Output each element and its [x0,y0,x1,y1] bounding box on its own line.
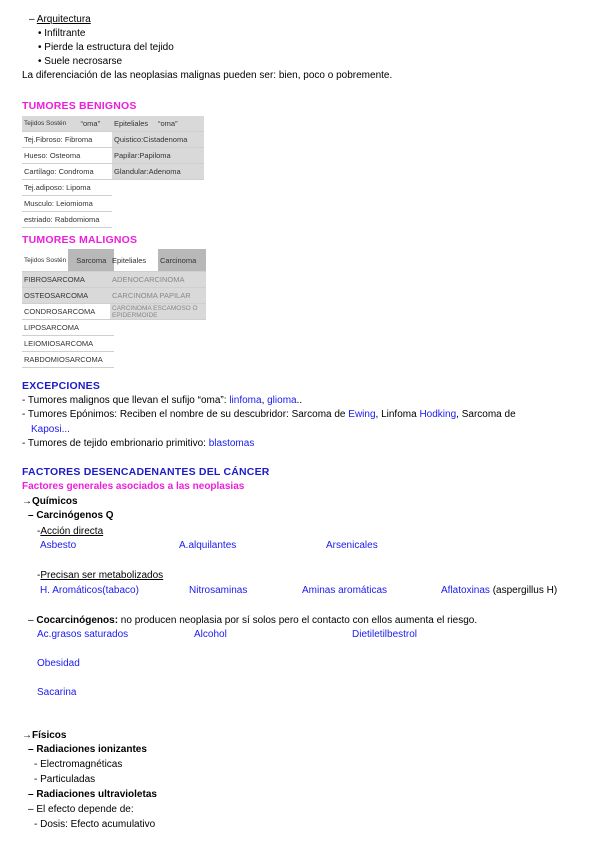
text-segment: , Sarcoma de [456,409,516,420]
table-header-cell: Tejidos Sostén [22,116,68,132]
table-cell: CARCINOMA PAPILAR [110,288,206,304]
text-segment: .. [296,395,303,406]
term-link: Aflatoxinas [441,585,490,596]
table-header-cell: “oma” [68,116,112,132]
term-link: Nitrosaminas [189,585,248,596]
term-link: H. Aromáticos(tabaco) [40,585,139,596]
list-item: - Electromagnéticas [34,759,123,770]
text-segment: - Tumores de tejido embrionario primitivo: [22,438,209,449]
table-cell: Cartílago: Condroma [22,164,112,180]
table-header-cell: Carcinoma [158,249,206,272]
list-item: - Particuladas [34,774,96,785]
factores-subtitle: Factores generales asociados a las neoplasias [22,481,245,492]
table-header-cell: “oma” [156,116,204,132]
fisicos-heading: →Físicos [22,730,67,741]
benignos-title: TUMORES BENIGNOS [22,100,137,112]
radiaciones-ionizantes-heading: – Radiaciones ionizantes [28,744,147,755]
excepciones-line-1 [22,395,302,406]
efecto-text: – El efecto depende de: [28,804,134,815]
precisan-heading: -Precisan ser metabolizados [37,570,164,581]
cocarcinogenos-label: Cocarcinógenos: [36,615,119,626]
table-cell: Papilar:Papiloma [112,148,204,164]
term-link: linfoma [229,395,262,406]
bullet-text: Infiltrante [44,28,86,39]
arquitectura-title: Arquitectura [36,14,91,25]
table-cell: ADENOCARCINOMA [110,272,206,288]
malignos-left-table [22,249,114,368]
table-cell: estriado: Rabdomioma [22,212,112,228]
precisan-label: Precisan ser metabolizados [40,570,164,581]
table-cell: Tej.adiposo: Lipoma [22,180,112,196]
table-cell: LEIOMIOSARCOMA [22,336,114,352]
arquitectura-heading: – Arquitectura [29,14,91,25]
accion-directa-heading: -Acción directa [37,526,104,537]
carcinogenos-heading: – Carcinógenos Q [28,510,114,521]
text-segment: , [261,395,268,406]
quimicos-heading: →Químicos [22,496,78,507]
bullet-item: • Pierde la estructura del tejido [38,42,174,53]
text-segment: (aspergillus H) [489,585,558,596]
term-link: blastomas [208,438,255,449]
fisicos-label: Físicos [32,730,67,741]
bullet-text: Suele necrosarse [44,56,123,67]
excepciones-line-2 [22,409,516,420]
radiaciones-ionizantes-label: Radiaciones ionizantes [36,744,147,755]
term-link: Asbesto [40,540,77,551]
dosis-text: - Dosis: Efecto acumulativo [34,819,156,830]
table-cell: Hueso: Osteoma [22,148,112,164]
aflatoxinas-line [441,585,557,596]
term-link: Aminas aromáticas [302,585,388,596]
text-segment: no producen neoplasia por sí solos pero el contacto con ellos aumenta el riesgo. [118,615,478,626]
term-link: Hodking [419,409,457,420]
malignos-right-table [110,249,206,320]
bullet-item: • Infiltrante [38,28,86,39]
term-link: Kaposi... [31,424,70,435]
malignos-title: TUMORES MALIGNOS [22,234,138,246]
table-cell: Tej.Fibroso: Fibroma [22,132,112,148]
table-cell: Quistico:Cistadenoma [112,132,204,148]
cocarcinogenos-line: – Cocarcinógenos: no producen neoplasia por sí solos pero el contacto con ellos aumenta el riesgo. [28,615,478,626]
text-segment: - Tumores malignos que llevan el sufijo “oma”: [22,395,230,406]
benignos-right-table [112,116,204,180]
table-cell: FIBROSARCOMA [22,272,114,288]
table-cell: OSTEOSARCOMA [22,288,114,304]
table-header-cell: Sarcoma [68,249,114,272]
radiaciones-uv-heading: – Radiaciones ultravioletas [28,789,157,800]
term-link: Sacarina [37,687,77,698]
table-cell: LIPOSARCOMA [22,320,114,336]
term-link: Ewing [348,409,376,420]
quimicos-label: Químicos [32,496,78,507]
term-link: Arsenicales [326,540,378,551]
factores-title: FACTORES DESENCADENANTES DEL CÁNCER [22,466,270,478]
benignos-left-table [22,116,112,228]
text-segment: - Tumores Epónimos: Reciben el nombre de su descubridor: Sarcoma de [22,409,349,420]
excepciones-title: EXCEPCIONES [22,380,101,392]
term-link: Obesidad [37,658,80,669]
table-cell: Musculo: Leiomioma [22,196,112,212]
carcinogenos-label: Carcinógenos Q [36,510,114,521]
bullet-text: Pierde la estructura del tejido [44,42,174,53]
table-header-cell: Epiteliales [112,116,156,132]
table-cell: Glandular:Adenoma [112,164,204,180]
accion-directa-label: Acción directa [40,526,104,537]
term-link: Dietiletilbestrol [352,629,418,640]
bullet-item: • Suele necrosarse [38,56,123,67]
term-link: Ac.grasos saturados [37,629,129,640]
diferenciacion-text: La diferenciación de las neoplasias malignas pueden ser: bien, poco o pobremente. [22,70,393,81]
radiaciones-uv-label: Radiaciones ultravioletas [36,789,157,800]
table-header-cell: Epiteliales [110,249,158,272]
text-segment: , Linfoma [375,409,420,420]
table-cell: RABDOMIOSARCOMA [22,352,114,368]
table-header-cell: Tejidos Sostén [22,249,68,272]
term-link: glioma [267,395,297,406]
term-link: A.alquilantes [179,540,237,551]
term-link: Alcohol [194,629,227,640]
table-cell: CONDROSARCOMA [22,304,114,320]
excepciones-line-3 [22,438,254,449]
table-cell: CARCINOMA ESCAMOSO O EPIDERMOIDE [110,304,206,320]
